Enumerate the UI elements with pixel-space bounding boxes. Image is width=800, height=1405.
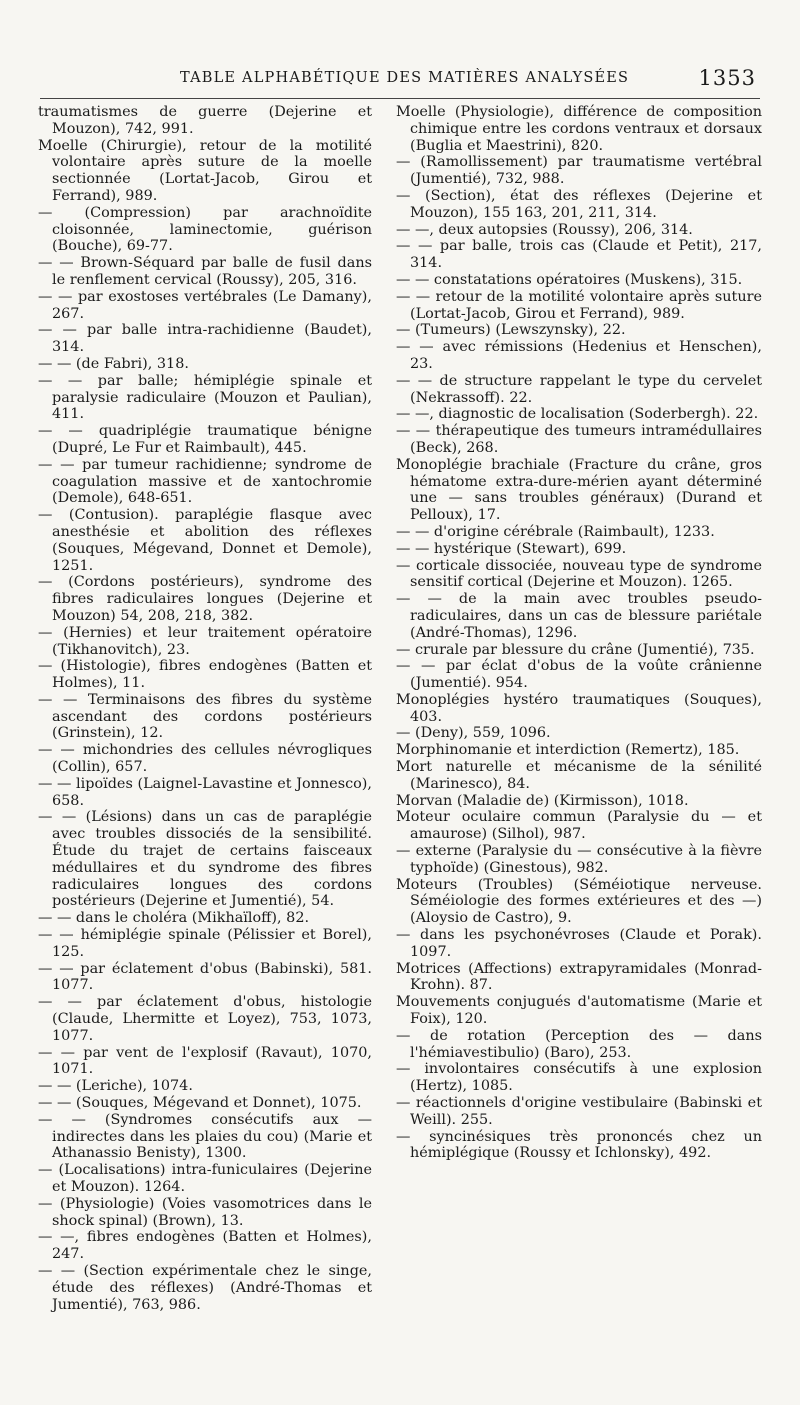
index-entry: — — quadriplégie traumatique bénigne (Dupré, Le Fur et Raimbault), 445.: [38, 423, 372, 456]
index-entry: — de rotation (Perception des — dans l'hémiavestibulio) (Baro), 253.: [396, 1027, 762, 1061]
index-entry: — — par éclat d'obus de la voûte crânienne (Jumentié). 954.: [396, 658, 762, 692]
index-entry: — —, fibres endogènes (Batten et Holmes), 247.: [38, 1229, 372, 1263]
index-entry: — — par exostoses vertébrales (Le Damany), 267.: [38, 288, 372, 322]
index-entry: Mort naturelle et mécanisme de la sénilité (Marinesco), 84.: [396, 759, 762, 792]
index-entry: — — (Section expérimentale chez le singe, étude des réflexes) (André-Thomas et Jumentié), 763, 986.: [38, 1262, 372, 1313]
index-entry: — — (Leriche), 1074.: [38, 1078, 193, 1095]
index-entry: — — constatations opératoires (Muskens), 315.: [396, 271, 743, 288]
index-entry: — — par balle, trois cas (Claude et Petit), 217, 314.: [396, 238, 762, 272]
index-entry: Monoplégies hystéro traumatiques (Souques), 403.: [396, 691, 762, 725]
index-entry: — — lipoïdes (Laignel-Lavastine et Jonnesco), 658.: [38, 775, 372, 809]
index-entry: — — par vent de l'explosif (Ravaut), 1070, 1071.: [38, 1044, 372, 1078]
index-entry: — (Physiologie) (Voies vasomotrices dans le shock spinal) (Brown), 13.: [38, 1195, 372, 1229]
index-entry: — — (Lésions) dans un cas de paraplégie avec troubles dissociés de la sensibilité. Étude du trajet de certains faisceaux médullaires et du syndrome des fibres radiculaires longues des cordons postérieurs (Dejerine et Jumentié), 54.: [38, 809, 372, 910]
index-entry: — syncinésiques très prononcés chez un hémiplégique (Roussy et Ichlonsky), 492.: [396, 1128, 762, 1162]
index-entry: — — retour de la motilité volontaire après suture (Lortat-Jacob, Girou et Ferrand), 989.: [396, 288, 762, 322]
index-entry: — — par balle; hémiplégie spinale et paralysie radiculaire (Mouzon et Paulian), 411.: [38, 372, 372, 423]
index-entry: — — avec rémissions (Hedenius et Henschen), 23.: [396, 339, 762, 372]
index-entry: — (Compression) par arachnoïdite cloisonnée, laminectomie, guérison (Bouche), 69-77.: [38, 204, 372, 255]
index-entry: — — de la main avec troubles pseudo-radiculaires, dans un cas de blessure pariétale (André-Thomas), 1296.: [396, 591, 762, 641]
index-entry: — externe (Paralysie du — consécutive à la fièvre typhoïde) (Ginestous), 982.: [396, 843, 762, 876]
index-entry: — — de structure rappelant le type du cervelet (Nekrassoff). 22.: [396, 372, 762, 406]
index-entry: — — hystérique (Stewart), 699.: [396, 540, 627, 557]
index-entry: Morvan (Maladie de) (Kirmisson), 1018.: [396, 792, 689, 809]
index-entry: — (Deny), 559, 1096.: [396, 725, 551, 742]
index-entry: — — hémiplégie spinale (Pélissier et Borel), 125.: [38, 927, 372, 960]
page-number: 1353: [698, 66, 756, 90]
index-entry: — — dans le choléra (Mikhaïloff), 82.: [38, 910, 310, 927]
index-entry: traumatismes de guerre (Dejerine et Mouzon), 742, 991.: [38, 104, 372, 137]
index-entry: — — par tumeur rachidienne; syndrome de coagulation massive et de xantochromie (Demole), 648-651.: [38, 456, 372, 507]
index-entry: — (Histologie), fibres endogènes (Batten et Holmes), 11.: [38, 658, 372, 692]
index-entry: — — par éclatement d'obus, histologie (Claude, Lhermitte et Loyez), 753, 1073, 1077.: [38, 994, 372, 1044]
index-entry: — — par éclatement d'obus (Babinski), 581. 1077.: [38, 960, 372, 994]
index-entry: — — michondries des cellules névrogliques (Collin), 657.: [38, 742, 372, 776]
index-entry: — —, diagnostic de localisation (Soderbergh). 22.: [396, 406, 759, 423]
index-entry: — (Cordons postérieurs), syndrome des fibres radiculaires longues (Dejerine et Mouzon) 54, 208, 218, 382.: [38, 574, 372, 624]
left-column: [38, 104, 372, 1313]
index-entry: — — (Syndromes consécutifs aux — indirectes dans les plaies du cou) (Marie et Athanassio Benisty), 1300.: [38, 1111, 372, 1162]
index-entry: Moteurs (Troubles) (Séméiotique nerveuse. Séméiologie des formes extérieures et des —) (Aloysio de Castro), 9.: [396, 876, 762, 927]
index-entry: — — (de Fabri), 318.: [38, 355, 189, 372]
index-entry: Monoplégie brachiale (Fracture du crâne, gros hématome extra-dure-mérien ayant déterminé une — sans troubles généraux) (Durand et Pelloux), 17.: [396, 456, 762, 524]
index-entry: — crurale par blessure du crâne (Jumentié), 735.: [396, 641, 755, 658]
index-entry: — — (Souques, Mégevand et Donnet), 1075.: [38, 1095, 362, 1112]
index-entry: — réactionnels d'origine vestibulaire (Babinski et Weill). 255.: [396, 1095, 762, 1128]
index-entry: — — thérapeutique des tumeurs intramédullaires (Beck), 268.: [396, 423, 762, 456]
running-title: TABLE ALPHABÉTIQUE DES MATIÈRES ANALYSÉES: [180, 70, 630, 86]
index-entry: — —, deux autopsies (Roussy), 206, 314.: [396, 221, 693, 238]
index-entry: Morphinomanie et interdiction (Remertz), 185.: [396, 742, 740, 759]
index-entry: — dans les psychonévroses (Claude et Porak). 1097.: [396, 927, 762, 960]
page-header: [40, 62, 760, 99]
index-entry: Moteur oculaire commun (Paralysie du — et amaurose) (Silhol), 987.: [396, 809, 762, 843]
index-entry: — (Hernies) et leur traitement opératoire (Tikhanovitch), 23.: [38, 624, 372, 658]
index-entry: Moelle (Physiologie), différence de composition chimique entre les cordons ventraux et dorsaux (Buglia et Maestrini), 820.: [396, 104, 762, 154]
index-entry: Moelle (Chirurgie), retour de la motilité volontaire après suture de la moelle sectionnée (Lortat-Jacob, Girou et Ferrand), 989.: [38, 137, 372, 204]
index-entry: — (Section), état des réflexes (Dejerine et Mouzon), 155 163, 201, 211, 314.: [396, 187, 762, 221]
index-entry: — — Brown-Séquard par balle de fusil dans le renflement cervical (Roussy), 205, 316.: [38, 255, 372, 288]
index-entry: — corticale dissociée, nouveau type de syndrome sensitif cortical (Dejerine et Mouzon). 1265.: [396, 557, 762, 591]
index-entry: — (Contusion). paraplégie flasque avec anesthésie et abolition des réflexes (Souques, Mégevand, Donnet et Demole), 1251.: [38, 507, 372, 574]
index-entry: — — par balle intra-rachidienne (Baudet), 314.: [38, 322, 372, 356]
index-entry: — — Terminaisons des fibres du système ascendant des cordons postérieurs (Grinstein), 12.: [38, 691, 372, 742]
index-entry: — (Tumeurs) (Lewszynsky), 22.: [396, 322, 626, 339]
index-entry: Mouvements conjugués d'automatisme (Marie et Foix), 120.: [396, 994, 762, 1028]
index-entry: Motrices (Affections) extrapyramidales (Monrad-Krohn). 87.: [396, 960, 762, 994]
index-entry: — involontaires consécutifs à une explosion (Hertz), 1085.: [396, 1061, 762, 1095]
right-column: [396, 104, 762, 1162]
index-entry: — (Ramollissement) par traumatisme vertébral (Jumentié), 732, 988.: [396, 154, 762, 188]
index-entry: — (Localisations) intra-funiculaires (Dejerine et Mouzon). 1264.: [38, 1162, 372, 1195]
index-entry: — — d'origine cérébrale (Raimbault), 1233.: [396, 523, 715, 540]
